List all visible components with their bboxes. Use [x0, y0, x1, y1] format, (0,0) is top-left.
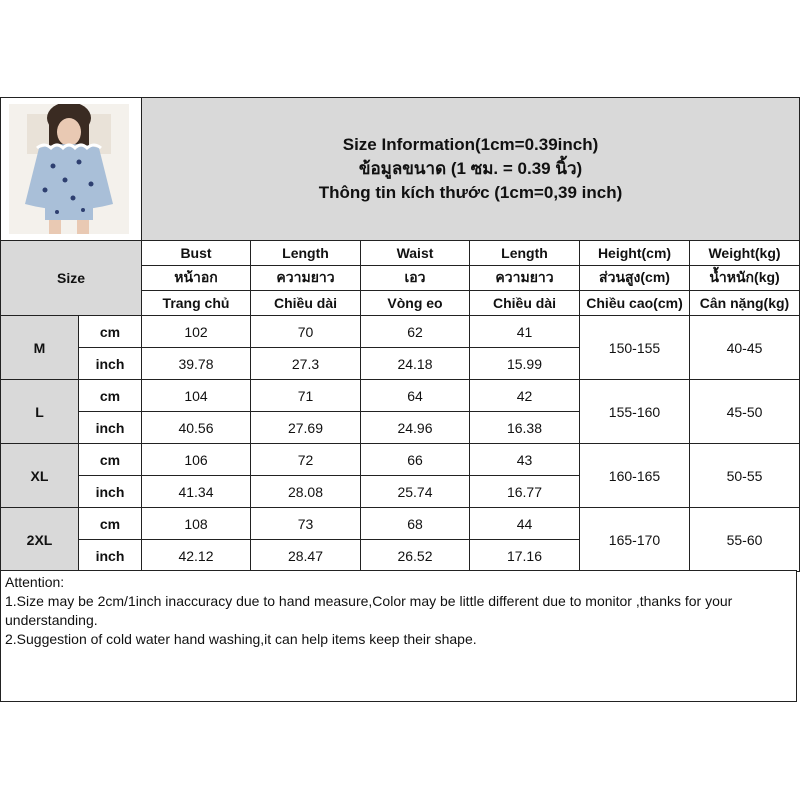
cell-bust-inch: 41.34	[142, 476, 251, 508]
unit-inch: inch	[79, 412, 142, 444]
size-name-xl: XL	[1, 444, 79, 508]
col-header-length-vi: Chiều dài	[251, 291, 361, 316]
cell-length2-cm: 41	[470, 316, 580, 348]
cell-bust-cm: 106	[142, 444, 251, 476]
col-header-length2-vi: Chiều dài	[470, 291, 580, 316]
col-header-waist-th: เอว	[361, 266, 470, 291]
title-english: Size Information(1cm=0.39inch)	[342, 135, 599, 154]
size-heading: Size	[1, 241, 142, 316]
title-vietnamese: Thông tin kích thước (1cm=0,39 inch)	[318, 183, 623, 202]
cell-height: 165-170	[580, 508, 690, 572]
col-header-bust-vi: Trang chủ	[142, 291, 251, 316]
unit-cm: cm	[79, 508, 142, 540]
cell-length2-inch: 16.77	[470, 476, 580, 508]
cell-height: 160-165	[580, 444, 690, 508]
col-header-bust-en: Bust	[142, 241, 251, 266]
cell-waist-cm: 62	[361, 316, 470, 348]
cell-length2-inch: 17.16	[470, 540, 580, 572]
col-header-waist-en: Waist	[361, 241, 470, 266]
product-photo	[9, 104, 129, 234]
unit-cm: cm	[79, 316, 142, 348]
cell-length-cm: 70	[251, 316, 361, 348]
table-row	[1, 380, 800, 412]
size-name-m: M	[1, 316, 79, 380]
cell-length-inch: 27.3	[251, 348, 361, 380]
cell-length2-inch: 16.38	[470, 412, 580, 444]
cell-waist-inch: 25.74	[361, 476, 470, 508]
attention-note-1: 1.Size may be 2cm/1inch inaccuracy due to hand measure,Color may be little different due to monitor ,thanks for your understanding.	[5, 593, 733, 628]
attention-notes	[0, 570, 797, 702]
cell-waist-cm: 66	[361, 444, 470, 476]
attention-heading: Attention:	[5, 574, 65, 590]
cell-waist-cm: 64	[361, 380, 470, 412]
cell-length2-cm: 43	[470, 444, 580, 476]
size-table	[0, 97, 800, 572]
cell-bust-inch: 40.56	[142, 412, 251, 444]
cell-length-inch: 27.69	[251, 412, 361, 444]
col-header-length2-th: ความยาว	[470, 266, 580, 291]
cell-weight: 50-55	[690, 444, 800, 508]
cell-length-cm: 73	[251, 508, 361, 540]
cell-weight: 45-50	[690, 380, 800, 444]
cell-waist-inch: 24.96	[361, 412, 470, 444]
cell-height: 150-155	[580, 316, 690, 380]
cell-length-inch: 28.08	[251, 476, 361, 508]
cell-bust-inch: 42.12	[142, 540, 251, 572]
cell-bust-cm: 102	[142, 316, 251, 348]
col-header-length2-en: Length	[470, 241, 580, 266]
table-row	[1, 508, 800, 540]
table-row	[1, 316, 800, 348]
title-thai: ข้อมูลขนาด (1 ซม. = 0.39 นิ้ว)	[358, 159, 583, 178]
col-header-length-th: ความยาว	[251, 266, 361, 291]
cell-bust-cm: 104	[142, 380, 251, 412]
cell-waist-inch: 24.18	[361, 348, 470, 380]
col-header-weight-th: น้ำหนัก(kg)	[690, 266, 800, 291]
col-header-length-en: Length	[251, 241, 361, 266]
cell-length2-inch: 15.99	[470, 348, 580, 380]
col-header-waist-vi: Vòng eo	[361, 291, 470, 316]
col-header-bust-th: หน้าอก	[142, 266, 251, 291]
cell-bust-cm: 108	[142, 508, 251, 540]
cell-length-inch: 28.47	[251, 540, 361, 572]
unit-cm: cm	[79, 380, 142, 412]
cell-waist-inch: 26.52	[361, 540, 470, 572]
cell-bust-inch: 39.78	[142, 348, 251, 380]
size-name-2xl: 2XL	[1, 508, 79, 572]
unit-inch: inch	[79, 348, 142, 380]
unit-inch: inch	[79, 476, 142, 508]
col-header-height-en: Height(cm)	[580, 241, 690, 266]
product-photo-cell	[1, 98, 142, 241]
cell-length-cm: 71	[251, 380, 361, 412]
col-header-height-vi: Chiều cao(cm)	[580, 291, 690, 316]
cell-waist-cm: 68	[361, 508, 470, 540]
cell-length2-cm: 42	[470, 380, 580, 412]
cell-height: 155-160	[580, 380, 690, 444]
title-block	[142, 98, 800, 241]
col-header-height-th: ส่วนสูง(cm)	[580, 266, 690, 291]
cell-weight: 55-60	[690, 508, 800, 572]
size-name-l: L	[1, 380, 79, 444]
col-header-weight-vi: Cân nặng(kg)	[690, 291, 800, 316]
table-row	[1, 444, 800, 476]
attention-note-2: 2.Suggestion of cold water hand washing,it can help items keep their shape.	[5, 631, 477, 647]
cell-length2-cm: 44	[470, 508, 580, 540]
unit-inch: inch	[79, 540, 142, 572]
col-header-weight-en: Weight(kg)	[690, 241, 800, 266]
unit-cm: cm	[79, 444, 142, 476]
cell-weight: 40-45	[690, 316, 800, 380]
cell-length-cm: 72	[251, 444, 361, 476]
